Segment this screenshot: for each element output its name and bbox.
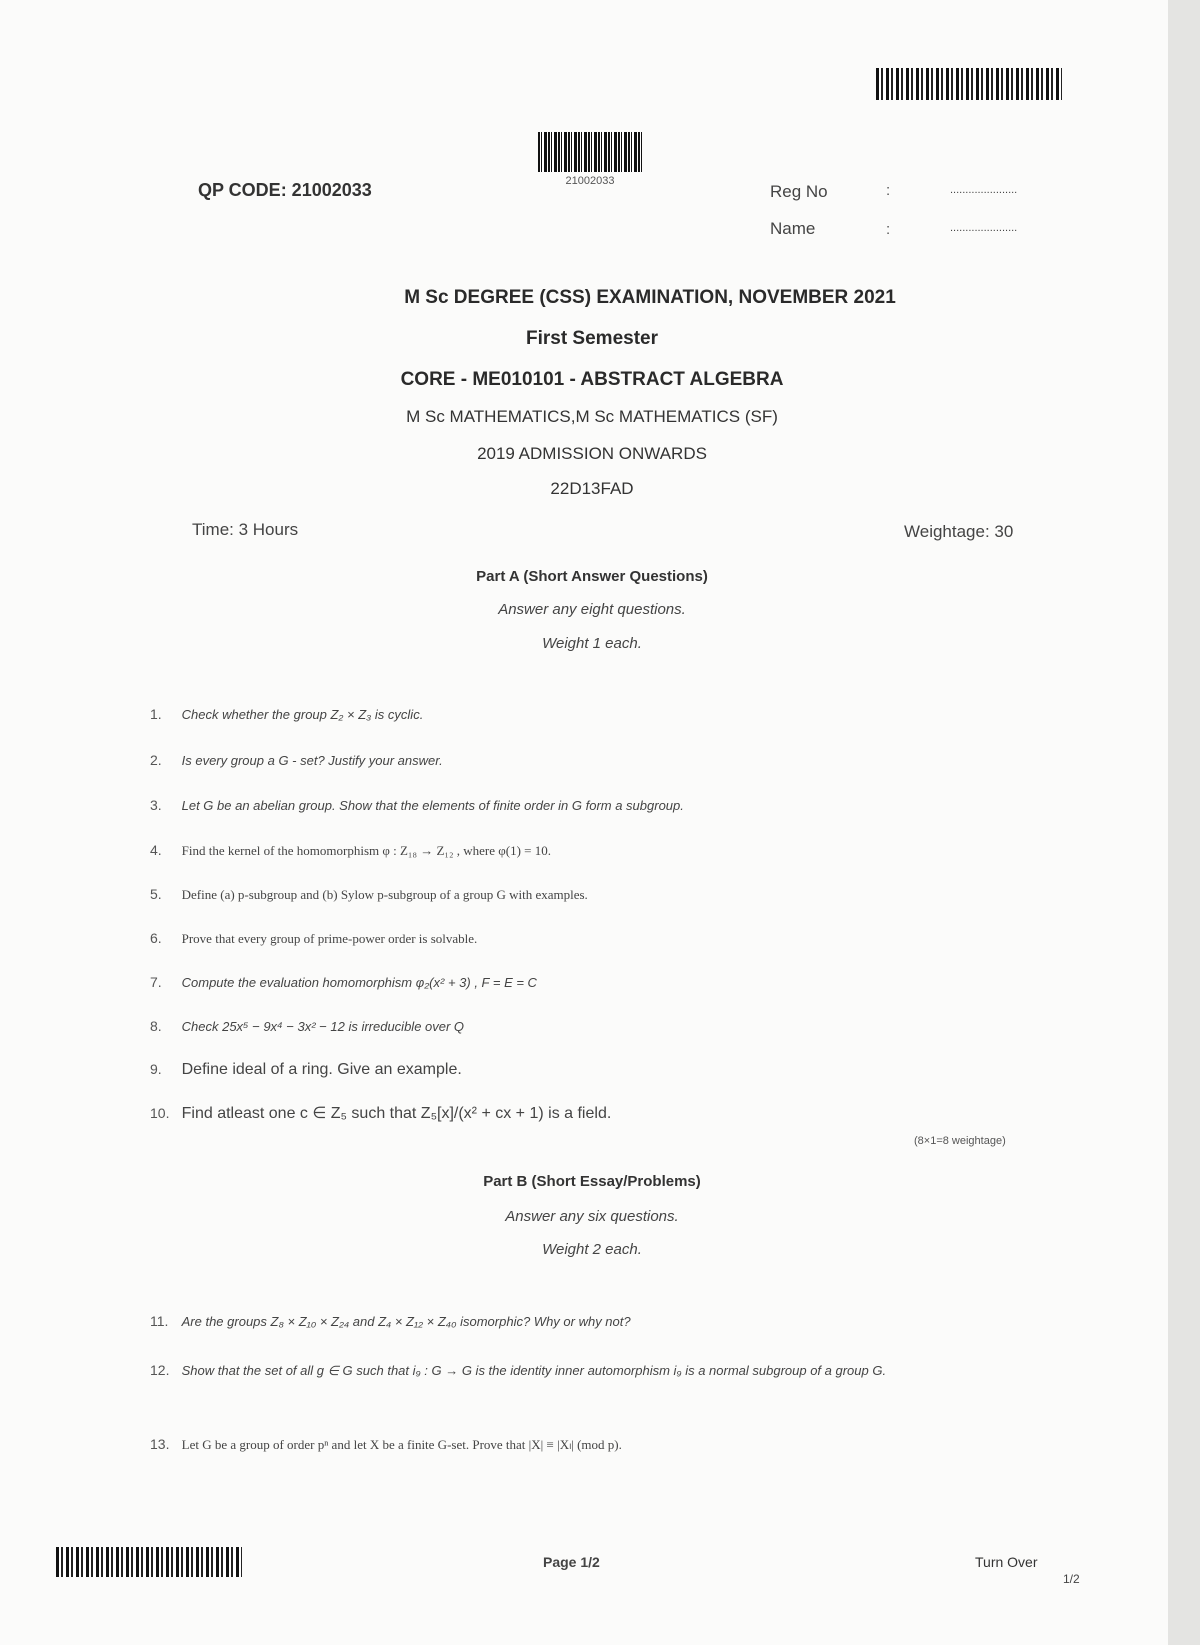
- question-number: 7.: [150, 974, 162, 990]
- turn-over: Turn Over: [975, 1554, 1038, 1570]
- question-number: 8.: [150, 1018, 162, 1034]
- reg-no-colon: :: [886, 182, 891, 199]
- question-7: [150, 974, 537, 990]
- question-text: Are the groups Z₈ × Z₁₀ × Z₂₄ and Z₄ × Z₁₂ × Z₄₀ isomorphic? Why or why not?: [181, 1314, 631, 1329]
- part-a-instruction: Answer any eight questions.: [498, 601, 686, 618]
- exam-code: 22D13FAD: [550, 479, 634, 498]
- page-number: Page 1/2: [543, 1554, 600, 1570]
- barcode-number: 21002033: [565, 175, 615, 187]
- question-text: Let G be an abelian group. Show that the elements of finite order in G form a subgroup.: [181, 798, 684, 813]
- exam-title: M Sc DEGREE (CSS) EXAMINATION, NOVEMBER 2021: [404, 287, 896, 308]
- question-text: Let G be a group of order pⁿ and let X be a finite G-set. Prove that |X| ≡ |Xₗ| (mod p).: [181, 1437, 622, 1452]
- question-number: 2.: [150, 752, 162, 768]
- question-6: [150, 930, 477, 947]
- scan-edge: [1168, 0, 1200, 1645]
- sheet-number: 1/2: [1063, 1572, 1080, 1586]
- question-number: 6.: [150, 930, 162, 946]
- semester: First Semester: [525, 328, 658, 349]
- question-text: Compute the evaluation homomorphism φ₂(x² + 3) , F = E = C: [181, 975, 537, 990]
- question-9: [150, 1061, 462, 1079]
- question-number: 9.: [150, 1061, 162, 1077]
- question-5: [150, 886, 588, 903]
- qp-code: QP CODE: 21002033: [198, 180, 372, 200]
- question-number: 10.: [150, 1105, 170, 1121]
- question-number: 13.: [150, 1436, 170, 1452]
- question-text: Show that the set of all g ∈ G such that i₉ : G → G is the identity inner automorphism i₉ is a normal subgroup of a group G.: [181, 1363, 887, 1378]
- question-text: Find the kernel of the homomorphism φ : Z₁₈ → Z₁₂ , where φ(1) = 10.: [181, 843, 552, 858]
- part-b-title: Part B (Short Essay/Problems): [483, 1173, 701, 1190]
- question-number: 3.: [150, 797, 162, 813]
- question-number: 5.: [150, 886, 162, 902]
- question-number: 12.: [150, 1362, 170, 1378]
- name-blank: ......................: [950, 222, 1018, 234]
- weightage: Weightage: 30: [904, 522, 1014, 541]
- reg-no-label: Reg No: [770, 182, 828, 201]
- question-text: Define (a) p-subgroup and (b) Sylow p-subgroup of a group G with examples.: [181, 887, 588, 902]
- question-13: [150, 1436, 622, 1453]
- name-label: Name: [770, 219, 816, 238]
- question-text: Check 25x⁵ − 9x⁴ − 3x² − 12 is irreducible over Q: [181, 1019, 465, 1034]
- question-2: [150, 752, 443, 768]
- course-title: CORE - ME010101 - ABSTRACT ALGEBRA: [400, 369, 784, 390]
- question-1: [150, 706, 423, 722]
- programme: M Sc MATHEMATICS,M Sc MATHEMATICS (SF): [406, 407, 778, 426]
- question-text: Define ideal of a ring. Give an example.: [181, 1061, 462, 1078]
- question-number: 1.: [150, 706, 162, 722]
- part-b-instruction: Answer any six questions.: [505, 1208, 679, 1225]
- question-8: [150, 1018, 464, 1034]
- time: Time: 3 Hours: [192, 520, 299, 539]
- question-3: [150, 797, 684, 813]
- reg-no-blank: ......................: [950, 184, 1018, 196]
- part-b-weight: Weight 2 each.: [542, 1241, 642, 1258]
- name-colon: :: [886, 221, 891, 238]
- question-number: 11.: [150, 1313, 169, 1329]
- question-11: [150, 1313, 631, 1329]
- part-a-title: Part A (Short Answer Questions): [476, 568, 708, 585]
- part-a-weight: Weight 1 each.: [542, 635, 642, 652]
- center-barcode: [538, 132, 642, 172]
- question-10: [150, 1103, 611, 1123]
- bottom-left-barcode: [56, 1547, 242, 1577]
- top-right-barcode: [876, 68, 1062, 100]
- question-text: Prove that every group of prime-power order is solvable.: [181, 931, 478, 946]
- question-text: Check whether the group Z₂ × Z₃ is cyclic.: [181, 707, 424, 722]
- question-text: Find atleast one c ∈ Z₅ such that Z₅[x]/(x² + cx + 1) is a field.: [181, 1105, 612, 1122]
- question-4: [150, 842, 551, 859]
- question-text: Is every group a G - set? Justify your answer.: [181, 753, 443, 768]
- question-number: 4.: [150, 842, 162, 858]
- admission: 2019 ADMISSION ONWARDS: [477, 444, 707, 463]
- part-a-summary: (8×1=8 weightage): [914, 1135, 1006, 1147]
- question-12: [150, 1358, 1030, 1383]
